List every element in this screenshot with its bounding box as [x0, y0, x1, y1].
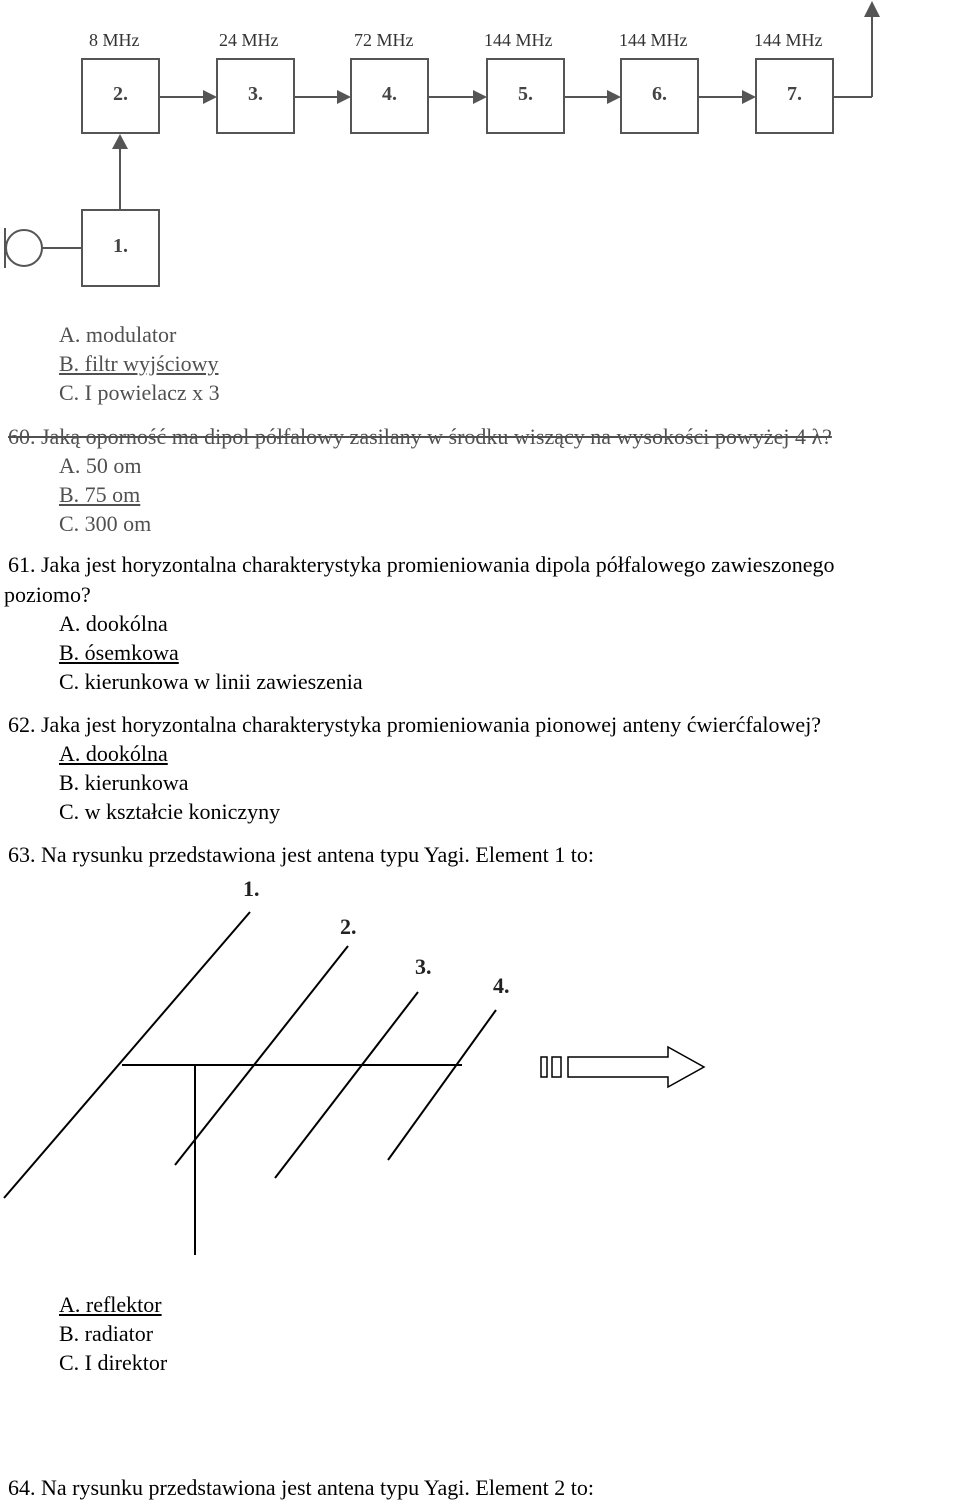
question-text: poziomo? — [4, 582, 91, 607]
yagi-element-1 — [4, 912, 250, 1198]
stage-label: 7. — [787, 83, 802, 105]
frequency-label: 24 MHz — [219, 30, 279, 50]
answer-option: C. w kształcie koniczyny — [59, 799, 281, 824]
answer-option: A. 50 om — [59, 453, 142, 478]
frequency-label: 144 MHz — [619, 30, 688, 50]
answer-option-correct: B. ósemkowa — [59, 640, 179, 665]
question-text: 61. Jaka jest horyzontalna charakterystyka promieniowania dipola półfalowego zawieszonego — [8, 552, 835, 577]
yagi-element-label: 1. — [243, 876, 260, 901]
stage-label: 5. — [518, 83, 533, 105]
stage-label: 6. — [652, 83, 667, 105]
stage-label: 4. — [382, 83, 397, 105]
direction-arrow — [541, 1047, 704, 1087]
stage-label: 3. — [248, 83, 263, 105]
question-text: 62. Jaka jest horyzontalna charakterystyka promieniowania pionowej anteny ćwierćfalowej? — [8, 712, 822, 737]
source-label: 1. — [113, 235, 128, 257]
question-text: 63. Na rysunku przedstawiona jest antena typu Yagi. Element 1 to: — [8, 842, 594, 867]
question-text: 64. Na rysunku przedstawiona jest antena typu Yagi. Element 2 to: — [8, 1475, 594, 1500]
answer-option-correct: A. reflektor — [59, 1292, 162, 1317]
answer-option: C. I direktor — [59, 1350, 168, 1375]
yagi-element-label: 3. — [415, 954, 432, 979]
answer-option-correct: B. filtr wyjściowy — [59, 351, 219, 376]
answer-option: B. kierunkowa — [59, 770, 189, 795]
answer-option-correct: A. dookólna — [59, 741, 168, 766]
answer-option: C. kierunkowa w linii zawieszenia — [59, 669, 363, 694]
answer-option: A. modulator — [59, 322, 177, 347]
answer-option: B. radiator — [59, 1321, 154, 1346]
frequency-label: 144 MHz — [484, 30, 553, 50]
answer-option: A. dookólna — [59, 611, 168, 636]
frequency-label: 8 MHz — [89, 30, 140, 50]
answer-option: C. 300 om — [59, 511, 152, 536]
yagi-element-2 — [175, 946, 348, 1165]
frequency-label: 72 MHz — [354, 30, 414, 50]
question-text: 60. Jaką oporność ma dipol półfalowy zasilany w środku wiszący na wysokości powyżej 4 λ? — [8, 424, 832, 449]
yagi-element-3 — [275, 992, 418, 1178]
yagi-element-label: 2. — [340, 914, 357, 939]
answer-option-correct: B. 75 om — [59, 482, 141, 507]
stage-label: 2. — [113, 83, 128, 105]
frequency-label: 144 MHz — [754, 30, 823, 50]
answer-option: C. I powielacz x 3 — [59, 380, 220, 405]
yagi-element-4 — [388, 1010, 496, 1160]
yagi-element-label: 4. — [493, 973, 510, 998]
